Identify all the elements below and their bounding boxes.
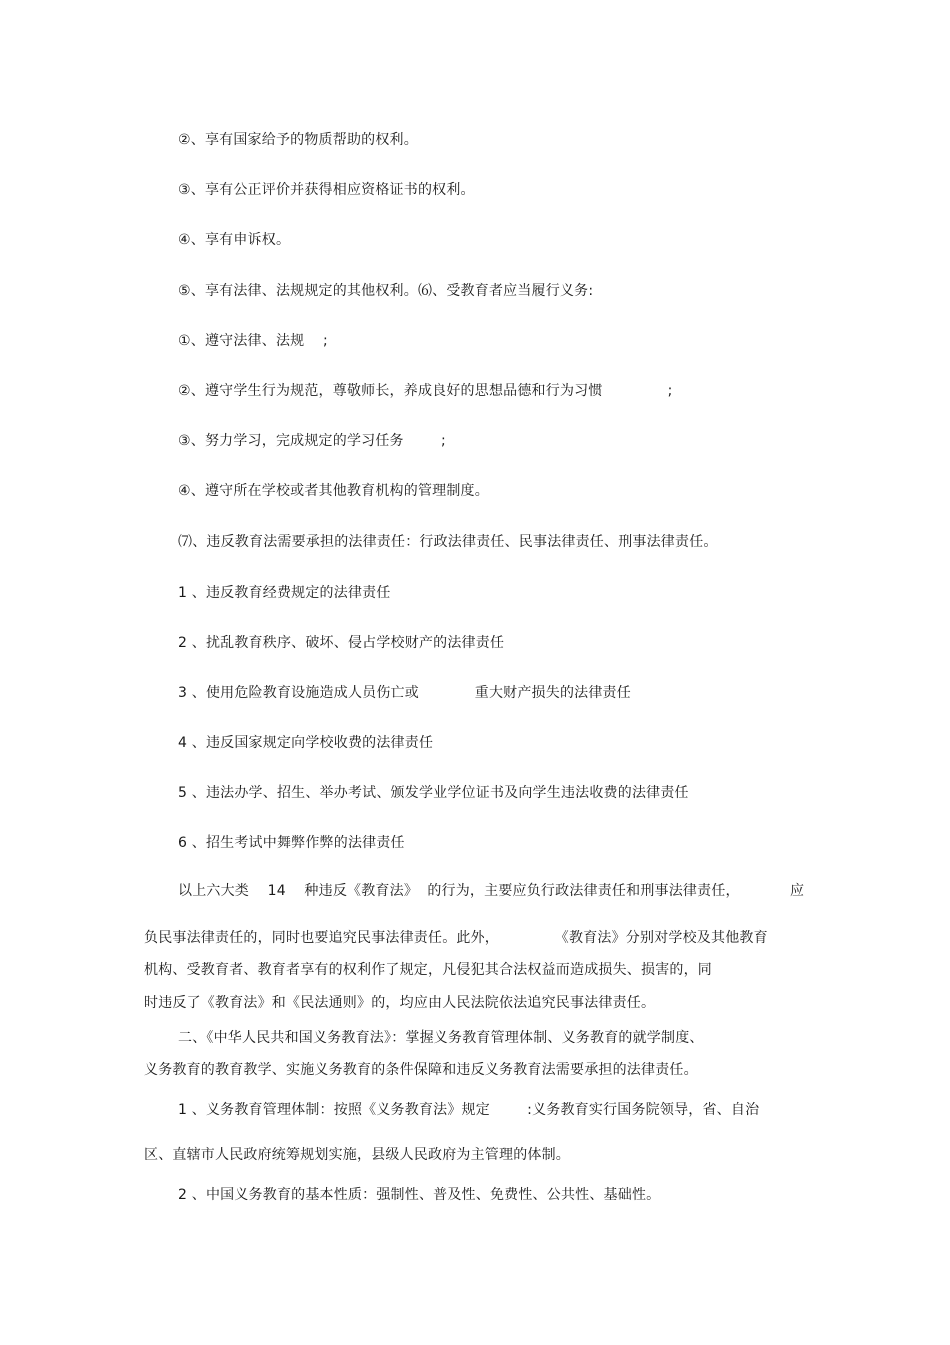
text-line: ②、遵守学生行为规范，尊敬师长，养成良好的思想品德和行为习惯 ; bbox=[178, 383, 673, 399]
text-line: 二、《中华人民共和国义务教育法》：掌握义务教育管理体制、义务教育的就学制度、 bbox=[178, 1030, 704, 1046]
text-line: 以上六大类 14 种违反《教育法》 的行为，主要应负行政法律责任和刑事法律责任， bbox=[178, 883, 740, 899]
text-line: ④、遵守所在学校或者其他教育机构的管理制度。 bbox=[178, 483, 489, 499]
text-line: ⑤、享有法律、法规规定的其他权利。⑹、受教育者应当履行义务: bbox=[178, 283, 594, 299]
text-line: 5 、违法办学、招生、举办考试、颁发学业学位证书及向学生违法收费的法律责任 bbox=[178, 785, 689, 801]
text-line: 应 bbox=[790, 883, 805, 899]
text-line: 义务教育的教育教学、实施义务教育的条件保障和违反义务教育法需要承担的法律责任。 bbox=[144, 1062, 698, 1078]
text-line: ⑺、违反教育法需要承担的法律责任：行政法律责任、民事法律责任、刑事法律责任。 bbox=[178, 534, 718, 550]
text-line: ④、享有申诉权。 bbox=[178, 232, 291, 248]
text-line: 2 、中国义务教育的基本性质：强制性、普及性、免费性、公共性、基础性。 bbox=[178, 1187, 661, 1203]
text-line: ③、享有公正评价并获得相应资格证书的权利。 bbox=[178, 182, 475, 198]
text-line: 负民事法律责任的，同时也要追究民事法律责任。此外， 《教育法》分别对学校及其他教育 bbox=[144, 930, 768, 946]
text-line: ①、遵守法律、法规 ; bbox=[178, 333, 328, 349]
text-line: 6 、招生考试中舞弊作弊的法律责任 bbox=[178, 835, 405, 851]
text-line: 3 、使用危险教育设施造成人员伤亡或 重大财产损失的法律责任 bbox=[178, 685, 631, 701]
text-line: 1 、义务教育管理体制：按照《义务教育法》规定 :义务教育实行国务院领导，省、自治 bbox=[178, 1102, 760, 1118]
text-line: ②、享有国家给予的物质帮助的权利。 bbox=[178, 132, 418, 148]
text-line: 区、直辖市人民政府统筹规划实施，县级人民政府为主管理的体制。 bbox=[144, 1147, 570, 1163]
text-line: 4 、违反国家规定向学校收费的法律责任 bbox=[178, 735, 434, 751]
text-line: 机构、受教育者、教育者享有的权利作了规定，凡侵犯其合法权益而造成损失、损害的，同 bbox=[144, 962, 712, 978]
text-line: 1 、违反教育经费规定的法律责任 bbox=[178, 585, 391, 601]
text-line: ③、努力学习，完成规定的学习任务 ; bbox=[178, 433, 446, 449]
text-line: 2 、扰乱教育秩序、破坏、侵占学校财产的法律责任 bbox=[178, 635, 505, 651]
text-line: 时违反了《教育法》和《民法通则》的，均应由人民法院依法追究民事法律责任。 bbox=[144, 995, 656, 1011]
